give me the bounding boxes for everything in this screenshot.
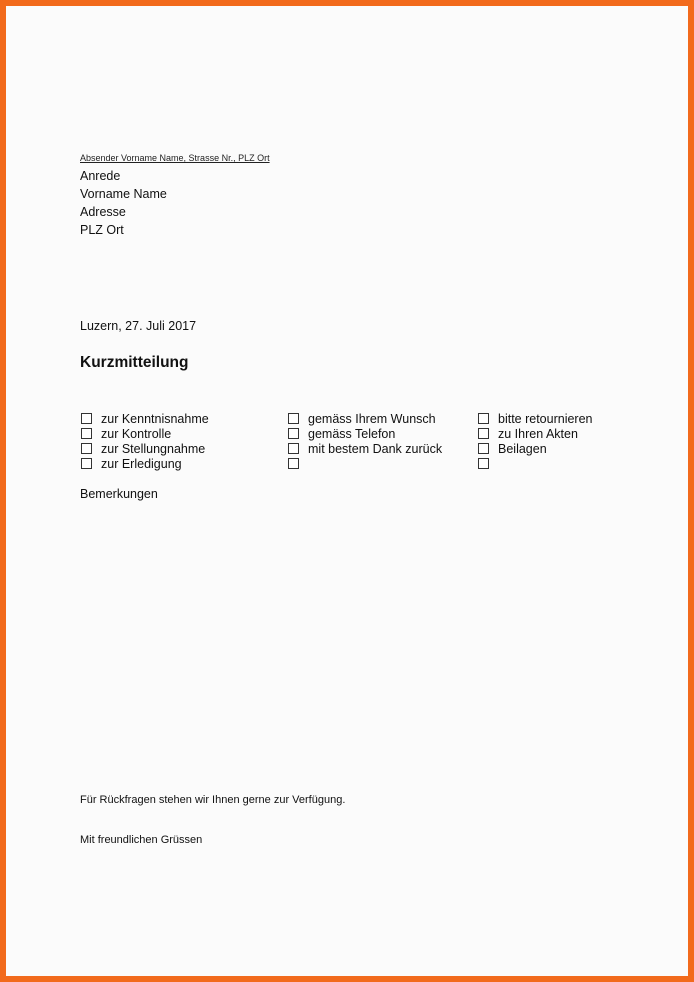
checklist-item	[81, 426, 209, 441]
checkbox[interactable]	[81, 458, 92, 469]
checklist-label: zur Kenntnisnahme	[101, 411, 209, 426]
checklist-column-3	[478, 411, 593, 471]
closing-questions: Für Rückfragen stehen wir Ihnen gerne zur Verfügung.	[80, 794, 346, 806]
checklist-item	[81, 411, 209, 426]
checklist-item	[288, 441, 442, 456]
checkbox[interactable]	[478, 458, 489, 469]
checkbox[interactable]	[81, 428, 92, 439]
checklist-label: zur Stellungnahme	[101, 441, 206, 456]
checkbox[interactable]	[288, 443, 299, 454]
checklist-label: Beilagen	[498, 441, 547, 456]
checkbox[interactable]	[288, 458, 299, 469]
checklist-item	[478, 426, 593, 441]
address-street: Adresse	[80, 205, 126, 219]
sender-line: Absender Vorname Name, Strasse Nr., PLZ Ort	[80, 153, 270, 163]
address-salutation: Anrede	[80, 169, 121, 183]
checklist-item	[81, 441, 209, 456]
address-city: PLZ Ort	[80, 223, 124, 237]
checklist-label: gemäss Telefon	[308, 426, 396, 441]
document-title: Kurzmitteilung	[80, 354, 189, 371]
checkbox[interactable]	[81, 413, 92, 424]
checkbox[interactable]	[288, 428, 299, 439]
closing-greeting: Mit freundlichen Grüssen	[80, 834, 203, 846]
checklist-label: zu Ihren Akten	[498, 426, 578, 441]
address-name: Vorname Name	[80, 187, 167, 201]
checkbox[interactable]	[478, 428, 489, 439]
checkbox[interactable]	[478, 413, 489, 424]
checklist-item	[478, 411, 593, 426]
recipient-address	[80, 167, 167, 239]
checkbox[interactable]	[81, 443, 92, 454]
checklist-item	[478, 441, 593, 456]
checklist-label: mit bestem Dank zurück	[308, 441, 443, 456]
checklist-item	[288, 456, 442, 471]
checklist-column-1	[81, 411, 209, 471]
checklist-label: gemäss Ihrem Wunsch	[308, 411, 436, 426]
date-line: Luzern, 27. Juli 2017	[80, 319, 197, 333]
checklist-item	[478, 456, 593, 471]
checkbox[interactable]	[478, 443, 489, 454]
checklist-label: bitte retournieren	[498, 411, 593, 426]
checklist-item	[81, 456, 209, 471]
checkbox[interactable]	[288, 413, 299, 424]
checklist-label: zur Erledigung	[101, 456, 182, 471]
checklist-column-2	[288, 411, 442, 471]
checklist-item	[288, 411, 442, 426]
checklist-label: zur Kontrolle	[101, 426, 172, 441]
checklist-item	[288, 426, 442, 441]
remarks-label: Bemerkungen	[80, 487, 158, 501]
